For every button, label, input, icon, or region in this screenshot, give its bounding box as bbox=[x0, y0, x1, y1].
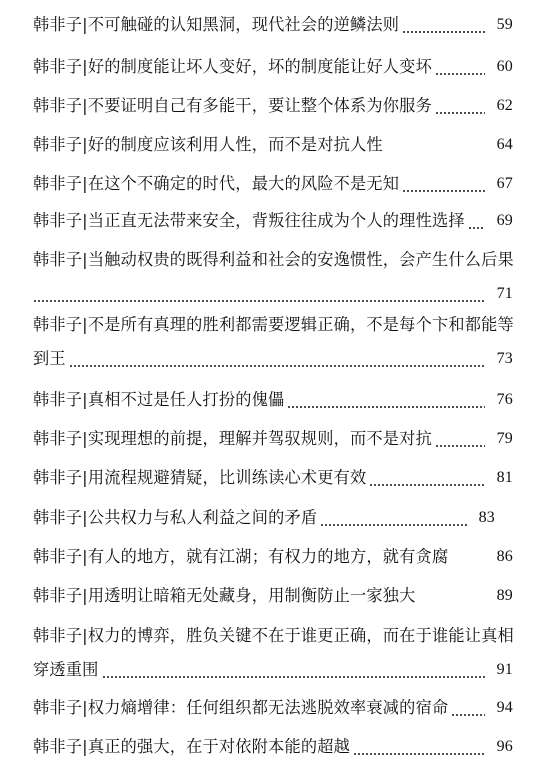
toc-entry-row bbox=[33, 468, 513, 488]
dot-leader bbox=[435, 429, 485, 449]
dot-leader bbox=[33, 284, 485, 304]
toc-entry-page: 86 bbox=[496, 548, 513, 565]
toc-entry-page: 64 bbox=[496, 136, 513, 153]
toc-entry[interactable] bbox=[33, 698, 513, 718]
dot-leader bbox=[435, 57, 485, 77]
toc-entry-row bbox=[33, 547, 513, 567]
toc-entry-title: 韩非子|实现理想的前提，理解并驾驭规则，而不是对抗 bbox=[33, 429, 432, 448]
toc-entry-title: 韩非子|不要证明自己有多能干，要让整个体系为你服务 bbox=[33, 96, 432, 115]
toc-entry-row bbox=[33, 508, 513, 528]
toc-entry-row bbox=[33, 174, 513, 194]
toc-entry-row bbox=[33, 15, 513, 35]
toc-entry-title: 韩非子|好的制度应该利用人性，而不是对抗人性 bbox=[33, 135, 383, 154]
toc-entry-page: 73 bbox=[496, 350, 513, 367]
toc-entry-row bbox=[33, 135, 513, 155]
toc-entry-page: 83 bbox=[478, 509, 495, 526]
dot-leader bbox=[320, 508, 467, 528]
dot-leader bbox=[102, 660, 485, 680]
toc-entry[interactable] bbox=[33, 737, 513, 757]
toc-entry-title: 韩非子|在这个不确定的时代，最大的风险不是无知 bbox=[33, 174, 400, 193]
dot-leader bbox=[353, 737, 485, 757]
dot-leader bbox=[69, 349, 485, 369]
toc-entry-page: 81 bbox=[496, 469, 513, 486]
toc-entry-title-continued: 穿透重围 bbox=[33, 660, 99, 679]
toc-entry-title: 韩非子|当触动权贵的既得利益和社会的安逸惯性，会产生什么后果 bbox=[33, 250, 514, 269]
toc-entry-title: 韩非子|有人的地方，就有江湖；有权力的地方，就有贪腐 bbox=[33, 547, 449, 566]
toc-entry-page: 91 bbox=[496, 661, 513, 678]
toc-entry-page: 69 bbox=[496, 212, 513, 229]
toc-entry-title: 韩非子|权力熵增律：任何组织都无法逃脱效率衰减的宿命 bbox=[33, 698, 449, 717]
toc-entry-page: 79 bbox=[496, 430, 513, 447]
toc-entry-page: 67 bbox=[496, 175, 513, 192]
toc-entry-row bbox=[33, 429, 513, 449]
toc-entry-page: 62 bbox=[496, 97, 513, 114]
dot-leader bbox=[468, 211, 485, 231]
toc-entry-page: 94 bbox=[496, 699, 513, 716]
toc-entry[interactable] bbox=[33, 626, 513, 680]
toc-entry[interactable] bbox=[33, 250, 513, 304]
toc-entry-row bbox=[33, 315, 513, 335]
toc-entry-row bbox=[33, 390, 513, 410]
toc-entry-row bbox=[33, 626, 513, 646]
toc-entry-row bbox=[33, 211, 513, 231]
dot-leader bbox=[435, 96, 485, 116]
toc-entry-row bbox=[33, 57, 513, 77]
toc-entry-title: 韩非子|用透明让暗箱无处藏身，用制衡防止一家独大 bbox=[33, 586, 416, 605]
toc-entry-row bbox=[33, 586, 513, 606]
toc-entry[interactable] bbox=[33, 174, 513, 194]
dot-leader bbox=[386, 135, 485, 155]
toc-entry-title-continued: 到王 bbox=[33, 349, 66, 368]
dot-leader bbox=[451, 547, 485, 567]
toc-entry[interactable] bbox=[33, 211, 513, 231]
toc-entry-title: 韩非子|用流程规避猜疑，比训练读心术更有效 bbox=[33, 468, 367, 487]
toc-entry-title: 韩非子|不是所有真理的胜利都需要逻辑正确，不是每个卞和都能等 bbox=[33, 315, 514, 334]
toc-entry-page: 71 bbox=[496, 285, 513, 302]
toc-entry-title: 韩非子|真正的强大，在于对依附本能的超越 bbox=[33, 737, 351, 756]
toc-entry-title: 韩非子|真相不过是任人打扮的傀儡 bbox=[33, 390, 285, 409]
toc-entry[interactable] bbox=[33, 96, 513, 116]
dot-leader bbox=[402, 15, 485, 35]
toc-entry[interactable] bbox=[33, 390, 513, 410]
toc-entry-page: 59 bbox=[496, 16, 513, 33]
toc-entry-row bbox=[33, 250, 513, 270]
toc-entry[interactable] bbox=[33, 429, 513, 449]
toc-entry[interactable] bbox=[33, 15, 513, 35]
toc-entry-row-continued bbox=[33, 660, 513, 680]
toc-entry-row bbox=[33, 737, 513, 757]
dot-leader bbox=[287, 390, 485, 410]
toc-entry-row-continued bbox=[33, 284, 513, 304]
dot-leader bbox=[369, 468, 485, 488]
toc-entry-title: 韩非子|好的制度能让坏人变好，坏的制度能让好人变坏 bbox=[33, 57, 432, 76]
toc-entry-title: 韩非子|公共权力与私人利益之间的矛盾 bbox=[33, 508, 318, 527]
toc-entry[interactable] bbox=[33, 57, 513, 77]
toc-entry-row bbox=[33, 698, 513, 718]
dot-leader bbox=[402, 174, 485, 194]
toc-entry[interactable] bbox=[33, 315, 513, 369]
toc-entry-title: 韩非子|权力的博弈，胜负关键不在于谁更正确，而在于谁能让真相 bbox=[33, 626, 514, 645]
toc-entry-row-continued bbox=[33, 349, 513, 369]
toc-entry[interactable] bbox=[33, 586, 513, 606]
toc-entry-page: 96 bbox=[496, 738, 513, 755]
toc-entry-row bbox=[33, 96, 513, 116]
toc-entry-page: 60 bbox=[496, 58, 513, 75]
toc-entry-title: 韩非子|当正直无法带来安全，背叛往往成为个人的理性选择 bbox=[33, 211, 465, 230]
toc-entry[interactable] bbox=[33, 547, 513, 567]
toc-entry-title: 韩非子|不可触碰的认知黑洞，现代社会的逆鳞法则 bbox=[33, 15, 400, 34]
dot-leader bbox=[419, 586, 485, 606]
toc-entry-page: 89 bbox=[496, 587, 513, 604]
toc-entry-page: 76 bbox=[496, 391, 513, 408]
toc-entry[interactable] bbox=[33, 508, 513, 528]
toc-entry[interactable] bbox=[33, 468, 513, 488]
toc-entry[interactable] bbox=[33, 135, 513, 155]
dot-leader bbox=[451, 698, 485, 718]
